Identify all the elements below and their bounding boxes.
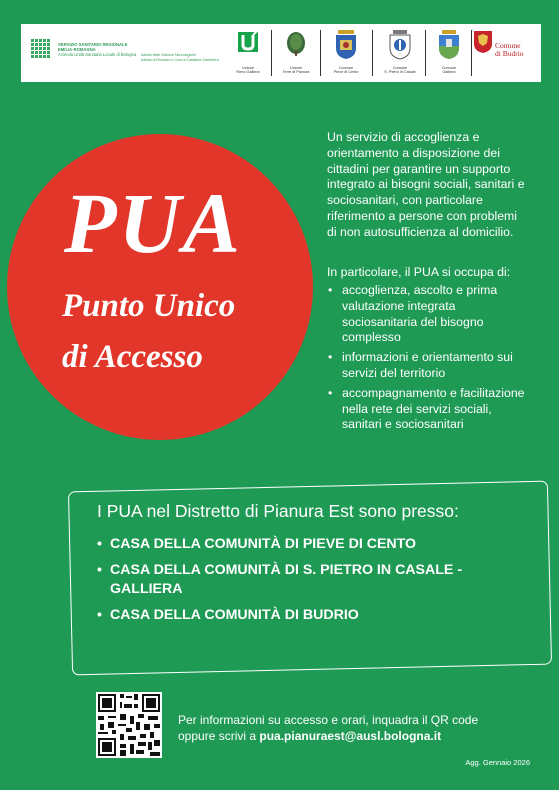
irccs-line: Istituto di Ricovero e Cura a Carattere Scientifico [141, 57, 219, 62]
unione-reno-galliera-logo-icon [236, 30, 260, 60]
caption-line: Comune [392, 66, 408, 70]
caption-line: Galliera [442, 70, 456, 75]
ausl-grid-logo-icon [31, 39, 53, 61]
updated-date: Agg. Gennaio 2026 [465, 758, 530, 767]
hero-subtitle-line1: Punto Unico [62, 288, 236, 324]
municipality-caption [325, 66, 367, 75]
service-tasks-list [327, 283, 532, 437]
caption-line: Comune [338, 66, 354, 70]
municipality-caption [379, 66, 421, 75]
municipality-reno-galliera [227, 24, 269, 82]
ausl-line: Azienda Unità Sanitaria Locale di Bologna [58, 52, 137, 57]
list-item: • CASA DELLA COMUNITÀ DI BUDRIO [97, 606, 517, 625]
hero-acronym: PUA [64, 175, 242, 271]
galliera-coat-of-arms-icon [437, 30, 461, 60]
contact-info-line1: Per informazioni su accesso e orari, inquadra il QR code [178, 713, 479, 727]
caption-line: Reno Galliera [236, 70, 260, 75]
header-divider [425, 30, 426, 76]
municipality-caption [275, 66, 317, 75]
caption-line: Terre di Pianura [282, 70, 310, 75]
budrio-coat-of-arms-icon [473, 30, 493, 54]
locations-list [97, 535, 517, 632]
municipality-san-pietro-in-casale [379, 24, 421, 82]
contact-email-link[interactable]: pua.pianuraest@ausl.bologna.it [259, 729, 442, 743]
list-item: • CASA DELLA COMUNITÀ DI S. PIETRO IN CASALE - GALLIERA [97, 561, 517, 599]
contact-info-prefix: oppure scrivi a [178, 729, 260, 743]
caption-line: Unione [241, 66, 255, 70]
list-item: • accoglienza, ascolto e prima valutazione integrata sociosanitaria del bisogno complesso [327, 283, 532, 346]
irccs-name [141, 53, 219, 62]
caption-line: Unione [289, 66, 303, 70]
municipality-terre-di-pianura [275, 24, 317, 82]
caption-line: Pieve di Cento [333, 70, 359, 75]
header-divider [320, 30, 321, 76]
locations-title: I PUA nel Distretto di Pianura Est sono presso: [97, 501, 459, 521]
service-description: Un servizio di accoglienza e orientamento a disposizione dei cittadini per garantire un supporto integrato ai bisogni sociali, sanitari e sociosanitari, con particolare riferimento a persone con problemi di non autosufficienza al domicilio. [327, 130, 525, 239]
unione-terre-di-pianura-logo-icon [284, 30, 308, 60]
caption-line: Comune [441, 66, 457, 70]
list-item: • CASA DELLA COMUNITÀ DI PIEVE DI CENTO [97, 535, 517, 554]
ausl-name [58, 42, 136, 57]
municipality-galliera [428, 24, 470, 82]
ausl-line: SERVIZIO SANITARIO REGIONALE [58, 42, 128, 47]
header-divider [372, 30, 373, 76]
budrio-line: Comune [495, 41, 521, 50]
caption-line: S. Pietro in Casale [384, 70, 416, 75]
budrio-line: di Budrio [495, 49, 524, 58]
irccs-line: Istituto delle Scienze Neurologiche [141, 53, 197, 57]
municipality-caption [227, 66, 269, 75]
san-pietro-in-casale-coat-of-arms-icon [388, 30, 412, 60]
partner-logos-header [21, 24, 541, 82]
list-item: • accompagnamento e facilitazione nella rete dei servizi sociali, sanitari e sociosanitari [327, 386, 532, 433]
contact-info-line2 [178, 728, 538, 744]
ausl-line: EMILIA-ROMAGNA [58, 47, 96, 52]
header-divider [471, 30, 472, 76]
budrio-name [495, 42, 524, 58]
qr-code-icon[interactable] [96, 692, 162, 758]
header-divider [271, 30, 272, 76]
municipality-budrio [473, 30, 535, 66]
contact-info [178, 712, 538, 744]
service-tasks-lead: In particolare, il PUA si occupa di: [327, 265, 511, 279]
list-item: • informazioni e orientamento sui servizi del territorio [327, 350, 532, 382]
pieve-di-cento-coat-of-arms-icon [334, 30, 358, 60]
municipality-pieve-di-cento [325, 24, 367, 82]
municipality-caption [428, 66, 470, 75]
hero-subtitle-line2: di Accesso [62, 339, 203, 375]
